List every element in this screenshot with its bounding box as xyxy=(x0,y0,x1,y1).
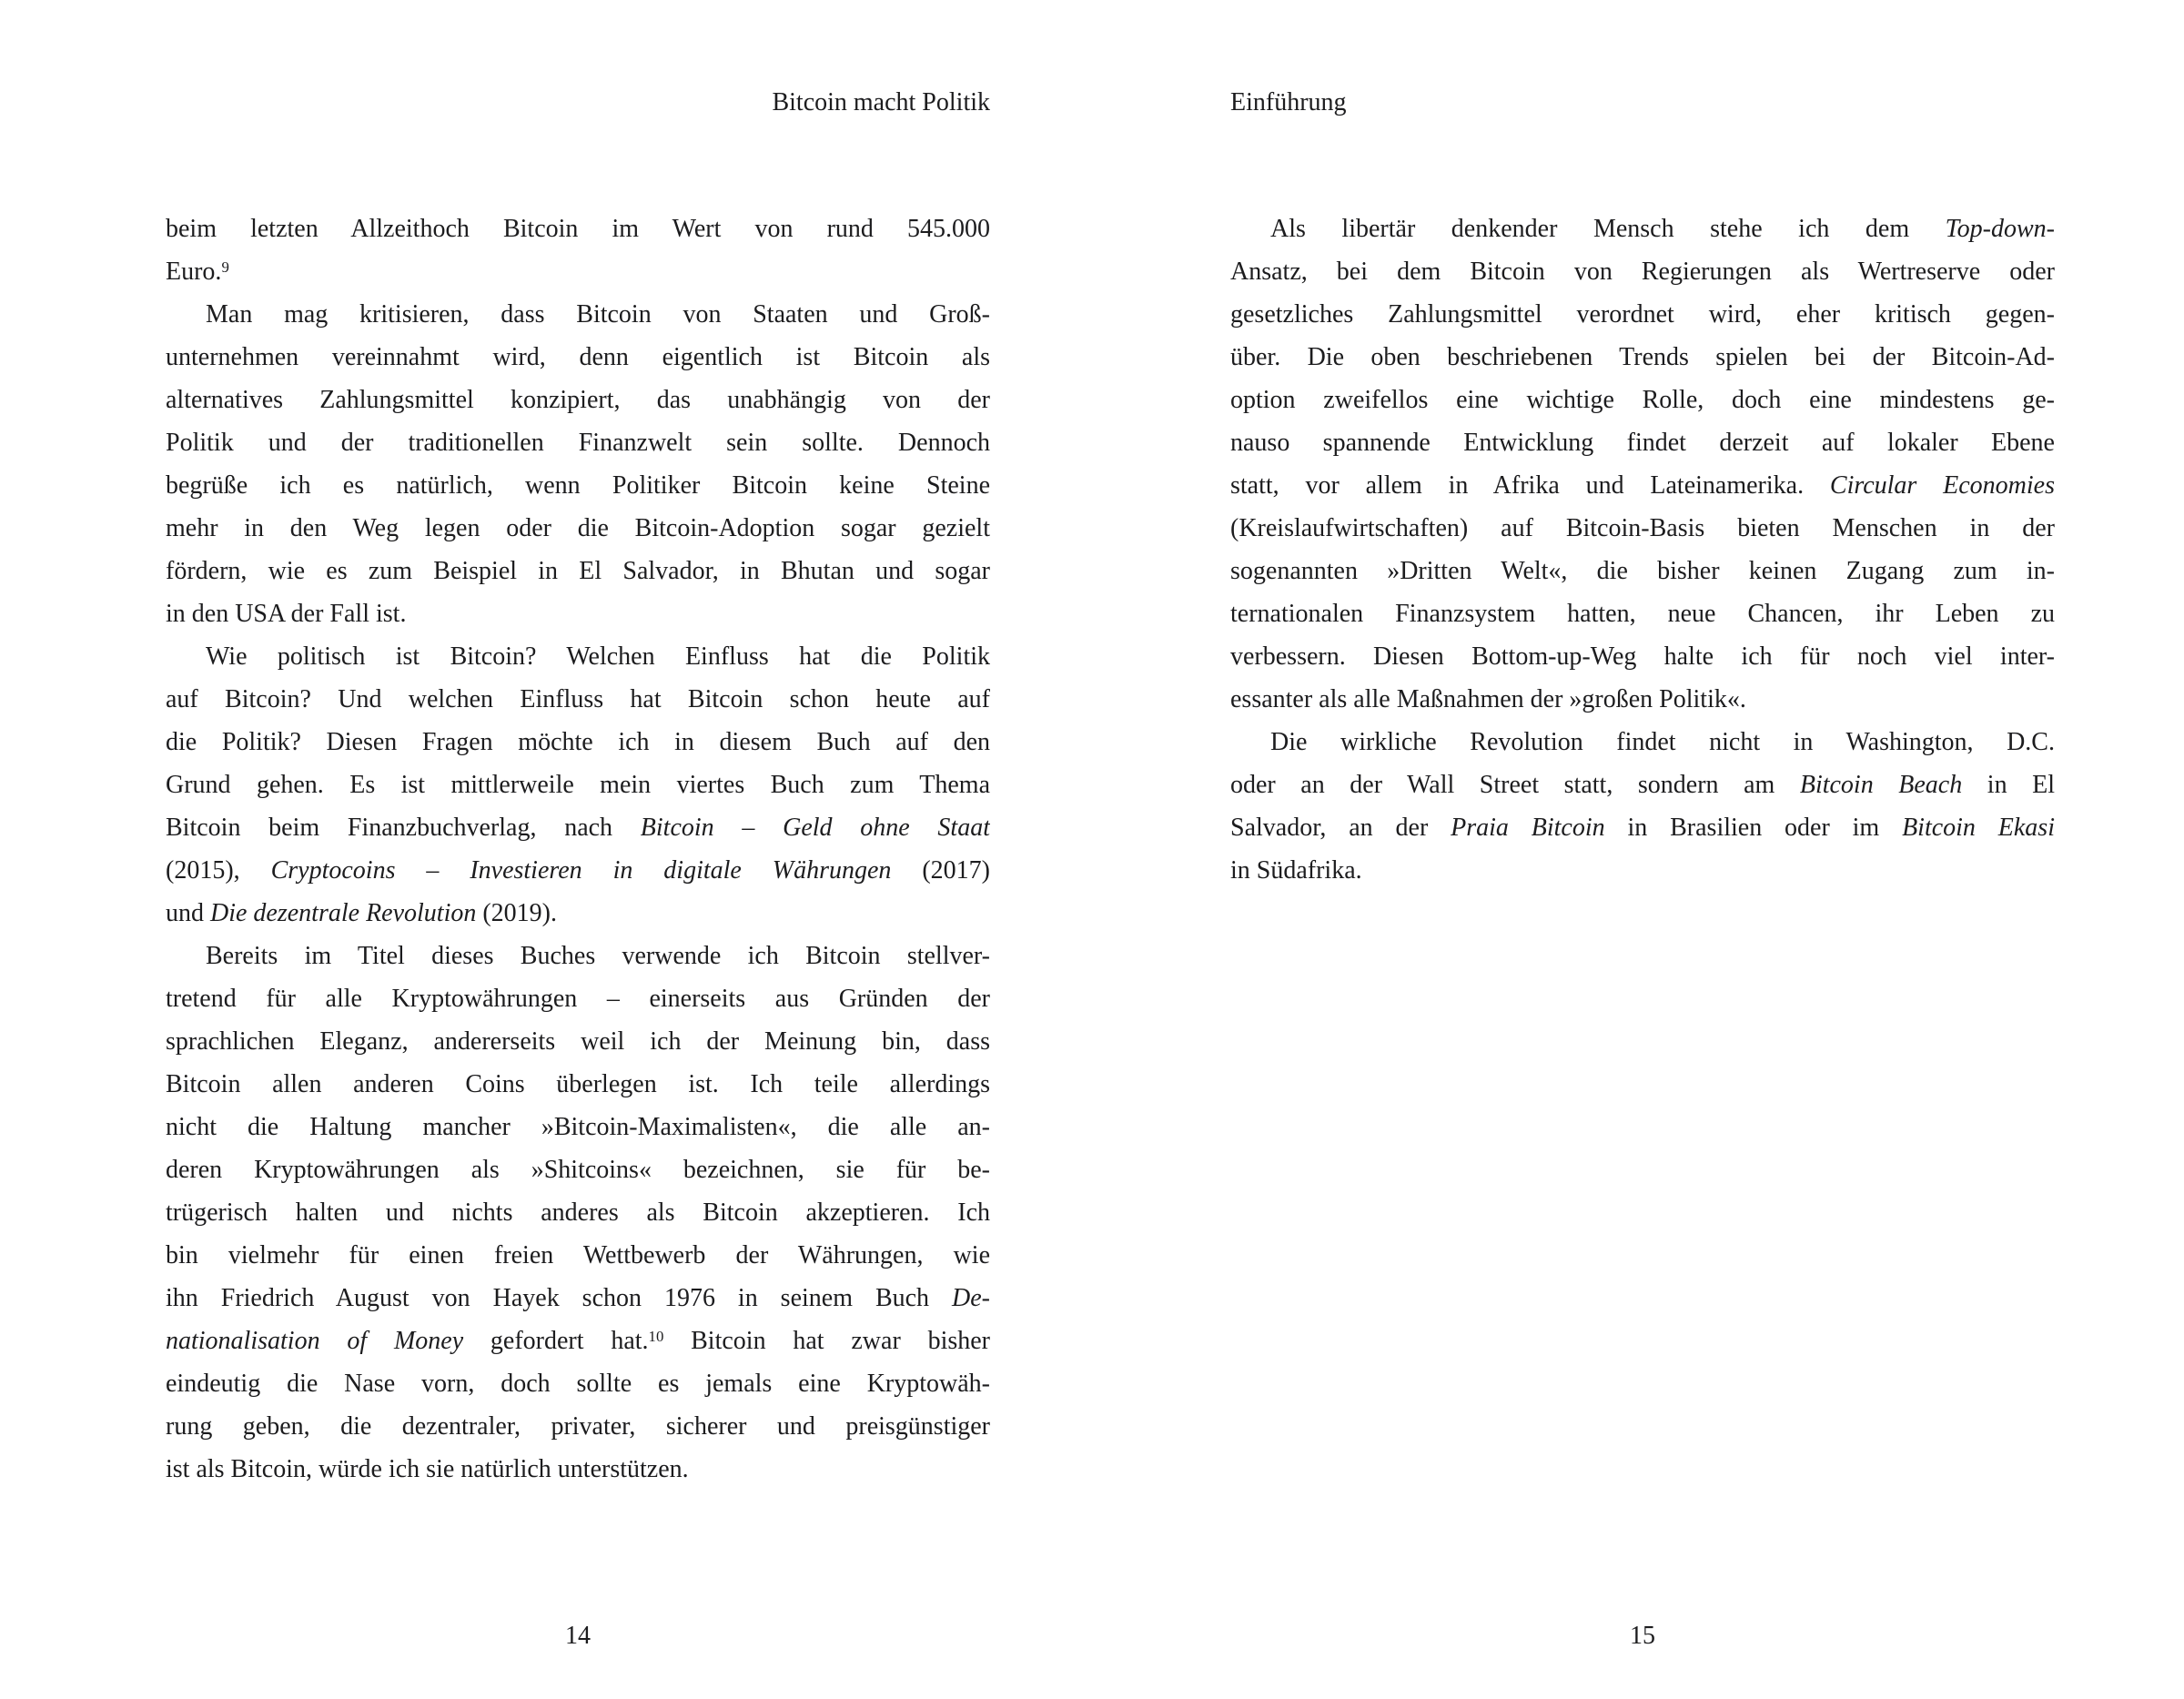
text-segment: Top-down- xyxy=(1945,215,2055,243)
text-line: Als libertär denkender Mensch stehe ich dem Top-down- xyxy=(1270,215,2055,243)
text-line: beim letzten Allzeithoch Bitcoin im Wert von rund 545.000 xyxy=(166,215,990,243)
text-line: nationalisation of Money gefordert hat.$^{10}$ Bitcoin hat zwar bisher xyxy=(166,1327,990,1355)
text-line: ternationalen Finanzsystem hatten, neue Chancen, ihr Leben zu xyxy=(1230,600,2055,628)
text-line: Die wirkliche Revolution findet nicht in Washington, D.C. xyxy=(1270,728,2055,756)
footnote-marker: 9 xyxy=(221,258,229,277)
text-line: die Politik? Diesen Fragen möchte ich in diesem Buch auf den xyxy=(166,728,990,756)
text-line: (Kreislaufwirtschaften) auf Bitcoin-Basis bieten Menschen in der xyxy=(1230,514,2055,542)
text-segment: De- xyxy=(952,1284,990,1312)
text-line: Euro.$^9$ xyxy=(166,258,229,286)
text-line: Wie politisch ist Bitcoin? Welchen Einfluss hat die Politik xyxy=(206,642,990,671)
text-line: Bereits im Titel dieses Buches verwende ich Bitcoin stellver- xyxy=(206,942,990,970)
text-line: fördern, wie es zum Beispiel in El Salvador, in Bhutan und sogar xyxy=(166,557,990,585)
text-line: Politik und der traditionellen Finanzwelt sein sollte. Dennoch xyxy=(166,429,990,457)
text-line: sogenannten »Dritten Welt«, die bisher keinen Zugang zum in- xyxy=(1230,557,2055,585)
text-line: auf Bitcoin? Und welchen Einfluss hat Bitcoin schon heute auf xyxy=(166,685,990,713)
text-segment: Cryptocoins – Investieren in digitale Währungen xyxy=(270,856,892,885)
text-line: verbessern. Diesen Bottom-up-Weg halte ich für noch viel inter- xyxy=(1230,642,2055,671)
page-number-left: 14 xyxy=(565,1622,591,1650)
text-segment: Bitcoin Beach xyxy=(1799,771,1963,799)
text-line: Ansatz, bei dem Bitcoin von Regierungen als Wertreserve oder xyxy=(1230,258,2055,286)
running-head-left: Bitcoin macht Politik xyxy=(772,88,990,116)
footnote-marker: 10 xyxy=(648,1328,664,1346)
text-line: Salvador, an der Praia Bitcoin in Brasilien oder im Bitcoin Ekasi xyxy=(1230,814,2055,842)
text-line: statt, vor allem in Afrika und Lateinamerika. Circular Economies xyxy=(1230,471,2055,500)
text-line: Bitcoin allen anderen Coins überlegen ist. Ich teile allerdings xyxy=(166,1070,990,1098)
text-line: Bitcoin beim Finanzbuchverlag, nach Bitcoin – Geld ohne Staat xyxy=(166,814,990,842)
text-line: nicht die Haltung mancher »Bitcoin-Maximalisten«, die alle an- xyxy=(166,1113,990,1141)
text-line: über. Die oben beschriebenen Trends spielen bei der Bitcoin-Ad- xyxy=(1230,343,2055,371)
text-line: (2015), Cryptocoins – Investieren in digitale Währungen (2017) xyxy=(166,856,990,885)
text-line: unternehmen vereinnahmt wird, denn eigentlich ist Bitcoin als xyxy=(166,343,990,371)
text-line: mehr in den Weg legen oder die Bitcoin-Adoption sogar gezielt xyxy=(166,514,990,542)
text-line: in den USA der Fall ist. xyxy=(166,600,407,628)
text-line: rung geben, die dezentraler, privater, sicherer und preisgünstiger xyxy=(166,1412,990,1441)
text-line: Man mag kritisieren, dass Bitcoin von Staaten und Groß- xyxy=(206,300,990,329)
text-segment: Praia Bitcoin xyxy=(1451,814,1605,842)
text-line: oder an der Wall Street statt, sondern am Bitcoin Beach in El xyxy=(1230,771,2055,799)
text-line: alternatives Zahlungsmittel konzipiert, das unabhängig von der xyxy=(166,386,990,414)
page-number-right: 15 xyxy=(1630,1622,1655,1650)
text-line: option zweifellos eine wichtige Rolle, doch eine mindestens ge- xyxy=(1230,386,2055,414)
text-line: tretend für alle Kryptowährungen – einerseits aus Gründen der xyxy=(166,985,990,1013)
text-segment: Circular Economies xyxy=(1829,471,2055,500)
text-line: begrüße ich es natürlich, wenn Politiker Bitcoin keine Steine xyxy=(166,471,990,500)
text-line: ihn Friedrich August von Hayek schon 1976 in seinem Buch De- xyxy=(166,1284,990,1312)
text-segment: Die dezentrale Revolution xyxy=(210,899,477,927)
text-line: sprachlichen Eleganz, andererseits weil ich der Meinung bin, dass xyxy=(166,1027,990,1056)
page-body-left xyxy=(166,207,990,1491)
text-segment: Bitcoin Ekasi xyxy=(1902,814,2055,842)
text-line: nauso spannende Entwicklung findet derzeit auf lokaler Ebene xyxy=(1230,429,2055,457)
page-left xyxy=(166,0,990,1699)
text-segment: Bitcoin – Geld ohne Staat xyxy=(640,814,990,842)
text-line: eindeutig die Nase vorn, doch sollte es jemals eine Kryptowäh- xyxy=(166,1370,990,1398)
text-line: ist als Bitcoin, würde ich sie natürlich unterstützen. xyxy=(166,1455,689,1483)
text-line: trügerisch halten und nichts anderes als Bitcoin akzeptieren. Ich xyxy=(166,1198,990,1227)
text-line: essanter als alle Maßnahmen der »großen Politik«. xyxy=(1230,685,1746,713)
text-line: und Die dezentrale Revolution (2019). xyxy=(166,899,558,927)
text-segment: nationalisation of Money xyxy=(166,1327,464,1355)
text-line: bin vielmehr für einen freien Wettbewerb der Währungen, wie xyxy=(166,1241,990,1269)
text-line: deren Kryptowährungen als »Shitcoins« bezeichnen, sie für be- xyxy=(166,1156,990,1184)
text-line: in Südafrika. xyxy=(1230,856,1362,885)
page-right xyxy=(1230,0,2055,1699)
running-head-right: Einführung xyxy=(1230,88,1347,116)
text-line: Grund gehen. Es ist mittlerweile mein viertes Buch zum Thema xyxy=(166,771,990,799)
text-line: gesetzliches Zahlungsmittel verordnet wird, eher kritisch gegen- xyxy=(1230,300,2055,329)
page-body-right xyxy=(1230,207,2055,892)
